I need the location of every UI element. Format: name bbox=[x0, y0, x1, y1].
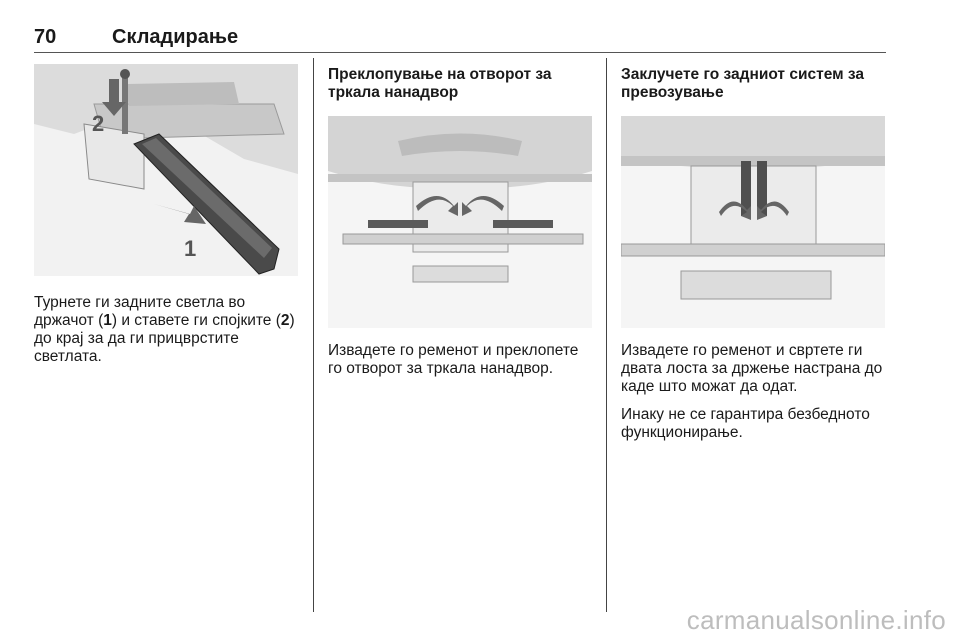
instruction-text: Извадете го ременот и преклопете го отворот за тркала нанадвор. bbox=[328, 342, 579, 377]
column-3 bbox=[621, 64, 885, 442]
carrier-lock-figure bbox=[621, 116, 885, 328]
callout-label: 1 bbox=[184, 236, 197, 261]
column-divider bbox=[606, 58, 607, 612]
section-heading: Заклучете го задниот систем за превозување bbox=[621, 66, 864, 101]
instruction-text: Турнете ги задните светла во држачот (1) и ставете ги спојките (2) до крај за да ги прицврстите светлата. bbox=[34, 294, 295, 365]
tail-light-figure bbox=[34, 64, 298, 276]
column-1 bbox=[34, 64, 298, 366]
page-header bbox=[34, 26, 886, 53]
section-heading: Преклопување на отворот за тркала нанадвор bbox=[328, 66, 552, 101]
section-title: Складирање bbox=[112, 26, 239, 48]
page-number: 70 bbox=[34, 26, 57, 48]
instruction-text: Извадете го ременот и свртете ги двата лоста за држење настрана до каде што можат да одат. bbox=[621, 342, 883, 395]
column-2 bbox=[328, 64, 592, 378]
watermark: carmanualsonline.info bbox=[686, 605, 946, 635]
column-divider bbox=[313, 58, 314, 612]
wheel-recess-figure bbox=[328, 116, 592, 328]
instruction-text: Инаку не се гарантира безбедното функционирање. bbox=[621, 406, 870, 441]
callout-label: 2 bbox=[92, 111, 105, 136]
